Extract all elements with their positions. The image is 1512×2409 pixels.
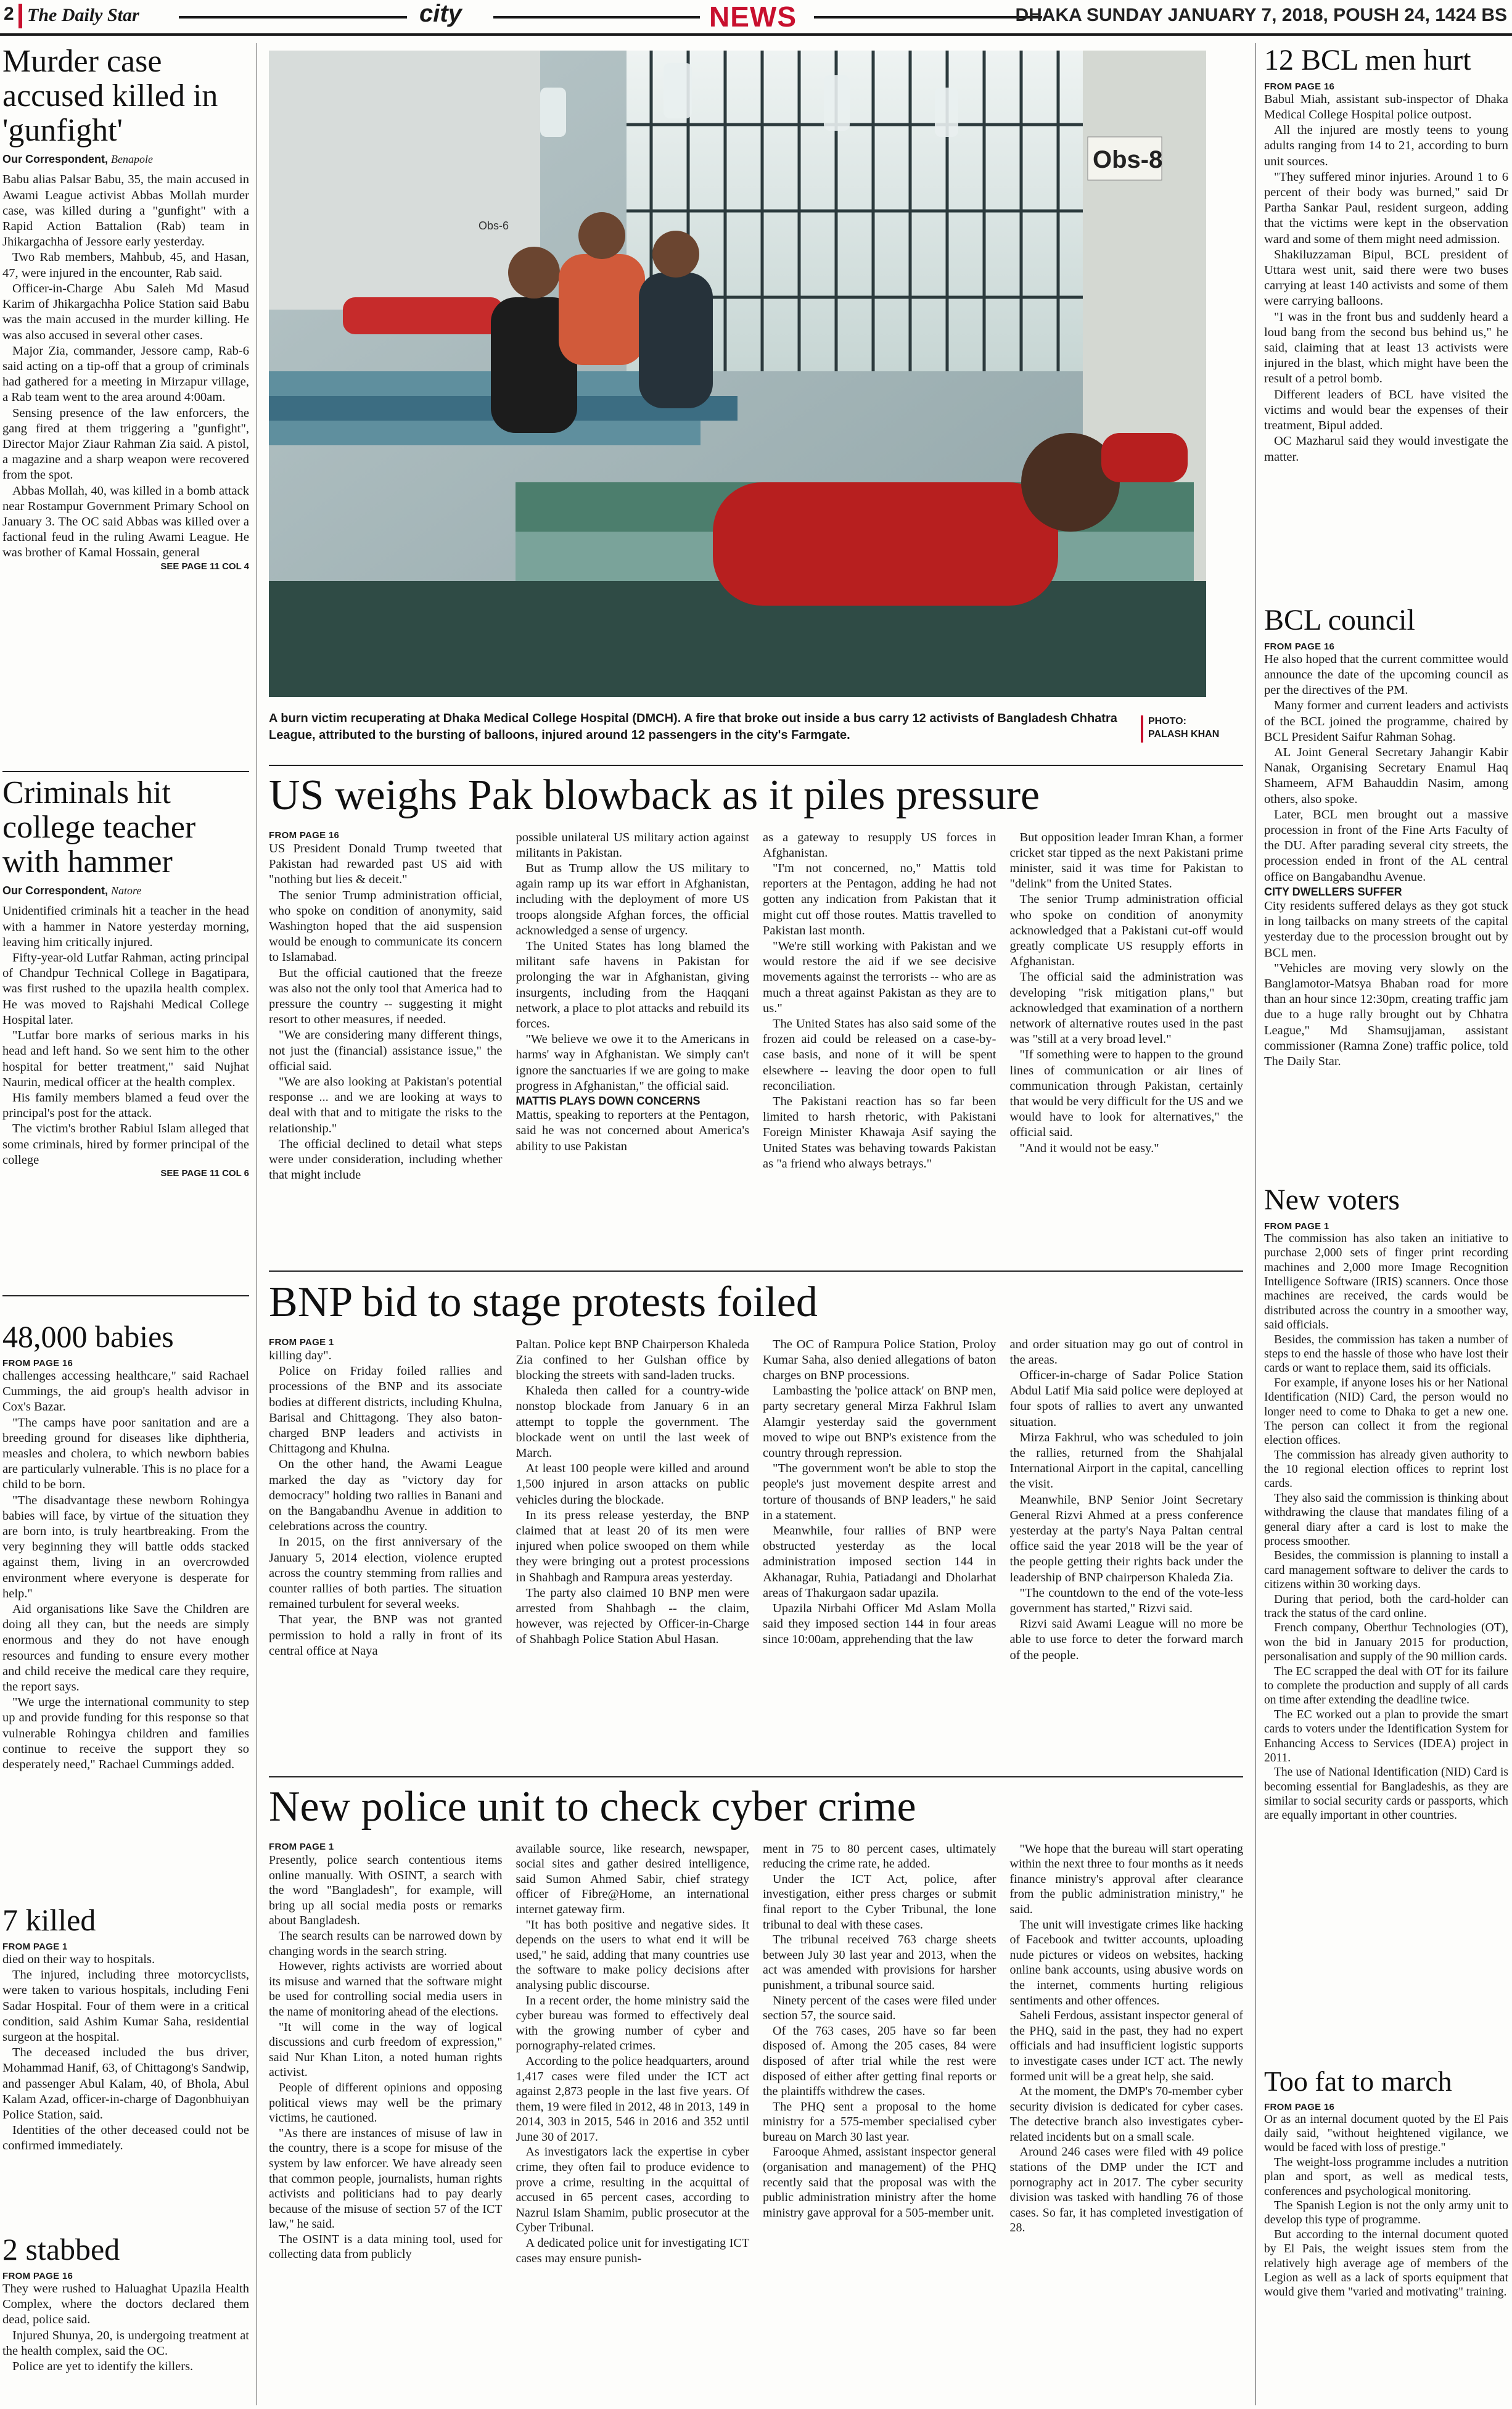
paragraph: Farooque Ahmed, assistant inspector general (organisation and management) of the PHQ recently said that the proposal was with the public administration ministry after the home ministry gave approval for a 505-member unit. bbox=[763, 2145, 996, 2220]
paragraph: "We urge the international community to step up and provide funding for this response so that vulnerable Rohingya children and families continue to receive the support they so desperately need," Rachael Cummings added. bbox=[2, 1695, 249, 1772]
paragraph: "They suffered minor injuries. Around 1 to 6 percent of their body was burned," said Dr Partha Sankar Paul, resident surgeon, adding that the victims were kept in the observation ward and some of them might need admission. bbox=[1264, 170, 1508, 246]
paragraph: The United States has long blamed the militant safe havens in Pakistan for prolonging the war in Afghanistan, giving insurgents, including from the Haqqani network, a place to plot attacks and rebuild its forces. bbox=[516, 939, 749, 1031]
story-body bbox=[2, 1952, 249, 2154]
paragraph: The senior Trump administration official, who spoke on condition of anonymity, said Washington hoped that the aid suspension would be enough to communicate its concern to Islamabad. bbox=[269, 888, 503, 965]
news-label: NEWS bbox=[709, 1, 797, 33]
paragraph: According to the police headquarters, around 1,417 cases were filed under the ICT act against 2,873 people in the last five years. Of them, 19 were filed in 2012, 48 in 2013, 149 in 2014, 303 in 2015, 546 in 2016 and 352 until June 30 of 2017. bbox=[516, 2054, 749, 2144]
paragraph: Or as an internal document quoted by the El Pais daily said, "without heightened vigilance, we would be faced with loss of prestige." bbox=[1264, 2112, 1508, 2155]
paragraph: The senior Trump administration official who spoke on condition of anonymity acknowledged that a Pakistani cut-off would greatly complicate US resupply efforts in Afghanistan. bbox=[1009, 892, 1243, 969]
from-page: FROM PAGE 16 bbox=[1264, 81, 1335, 92]
paragraph: But opposition leader Imran Khan, a former cricket star tipped as the next Pakistani prime minister, said it was time for Pakistan to "delink" from the United States. bbox=[1009, 830, 1243, 891]
story-divider bbox=[2, 1295, 249, 1296]
paragraph: For example, if anyone loses his or her National Identification (NID) Card, the person would no longer need to come to Dhaka to get a new one. The person can collect it from the regional election offices. bbox=[1264, 1376, 1508, 1447]
paragraph: US President Donald Trump tweeted that Pakistan had rewarded past US aid with "nothing but lies & deceit." bbox=[269, 842, 503, 887]
story-criminals bbox=[2, 776, 249, 1179]
paragraph: Identities of the other deceased could not be confirmed immediately. bbox=[2, 2123, 249, 2153]
ward-sign: Obs-8 bbox=[1093, 146, 1163, 173]
paragraph: Paltan. Police kept BNP Chairperson Khaleda Zia confined to her Gulshan office by blocking the streets with sand-laden trucks. bbox=[516, 1337, 749, 1382]
paragraph: In 2015, on the first anniversary of the January 5, 2014 election, violence erupted across the country stemming from rallies and counter rallies of both parties. The situation remained turbulent for several weeks. bbox=[269, 1535, 503, 1612]
story-columns bbox=[269, 1337, 1243, 1663]
column bbox=[763, 1337, 996, 1663]
continuation-link[interactable]: SEE PAGE 11 COL 6 bbox=[160, 1167, 249, 1179]
paragraph: As investigators lack the expertise in cyber crime, they often fail to produce evidence to prove a crime, resulting in the acquittal of accused in 65 percent cases, according to Nazrul Islam Shamim, public prosecutor at the Cyber Tribunal. bbox=[516, 2145, 749, 2235]
paragraph: The EC worked out a plan to provide the smart cards to voters under the Identification System for Enhancing Access to Services (IDEA) project in 2011. bbox=[1264, 1708, 1508, 1765]
headline: 48,000 babies bbox=[2, 1319, 174, 1354]
paragraph: The official said the administration was developing "risk mitigation plans," but acknowledged that examination of a northern network of alternative routes used in the past was "still at a very broad level." bbox=[1009, 970, 1243, 1047]
paragraph: The Spanish Legion is not the only army unit to develop this type of programme. bbox=[1264, 2199, 1508, 2227]
paragraph: The United States has also said some of the frozen aid could be released on a case-by-case basis, and none of it will be spent elsewhere -- leaving the door open to full reconciliation. bbox=[763, 1017, 996, 1093]
hospital-ward-image bbox=[269, 51, 1206, 697]
subheading: CITY DWELLERS SUFFER bbox=[1264, 885, 1402, 898]
byline-place: Benapole bbox=[111, 153, 154, 166]
story-bnp bbox=[269, 1279, 1243, 1663]
paragraph: as a gateway to resupply US forces in Afghanistan. bbox=[763, 830, 996, 860]
story-body bbox=[2, 1369, 249, 1773]
paragraph: At least 100 people were killed and around 1,500 injured in arson attacks on public vehicles during the blockade. bbox=[516, 1462, 749, 1507]
paragraph: Besides, the commission is planning to install a card management software to deliver the cards to citizens within 30 working days. bbox=[1264, 1549, 1508, 1592]
page-number: 2 bbox=[4, 4, 14, 24]
paragraph: Major Zia, commander, Jessore camp, Rab-6 said acting on a tip-off that a group of criminals had gathered for a meeting in Mirzapur village, a Rab team went to the area around 4:00am. bbox=[2, 344, 249, 405]
paragraph: Officer-in-charge of Sadar Police Station Abdul Latif Mia said police were deployed at four spots of rallies to avert any unwanted situation. bbox=[1009, 1369, 1243, 1429]
paragraph: The OC of Rampura Police Station, Proloy Kumar Saha, also denied allegations of baton charges on BNP processions. bbox=[763, 1337, 996, 1382]
paragraph: The tribunal received 763 charge sheets between July 30 last year and 2013, when the act was amended with provisions for harsher punishment, a tribunal source said. bbox=[763, 1933, 996, 1992]
story-new-voters bbox=[1264, 1184, 1508, 1823]
byline-name: Our Correspondent, bbox=[2, 153, 109, 166]
paragraph: OC Mazharul said they would investigate the matter. bbox=[1264, 434, 1508, 464]
column bbox=[269, 1842, 503, 2267]
paragraph: "As there are instances of misuse of law in the country, there is a scope for misuse of the system by law enforcer. We have already seen that common people, journalists, human rights activists and politicians had to pay dearly because of the misuse of section 57 of the ICT law," he said. bbox=[269, 2126, 503, 2231]
paragraph: "I was in the front bus and suddenly heard a loud bang from the second bus behind us," he said, claiming that at least 13 activists were injured in the blast, which might have been the result of a petrol bomb. bbox=[1264, 310, 1508, 386]
paragraph: People of different opinions and opposing political views may well be the primary victims, he cautioned. bbox=[269, 2080, 503, 2125]
headline: New voters bbox=[1264, 1184, 1400, 1216]
byline-place: Natore bbox=[111, 884, 142, 897]
paragraph: Fifty-year-old Lutfar Rahman, acting principal of Chandpur Technical College in Bagatipara, was first rushed to the upazila health complex. He was moved to Rajshahi Medical College Hospital later. bbox=[2, 951, 249, 1027]
paragraph: Babul Miah, assistant sub-inspector of Dhaka Medical College Hospital police outpost. bbox=[1264, 92, 1508, 122]
continuation-link[interactable]: SEE PAGE 11 COL 4 bbox=[160, 561, 249, 572]
headline: BCL council bbox=[1264, 604, 1415, 636]
story-too-fat bbox=[1264, 2066, 1508, 2300]
paragraph: That year, the BNP was not granted permission to hold a rally in front of its central office at Naya bbox=[269, 1613, 503, 1658]
paragraph: "Vehicles are moving very slowly on the Banglamotor-Matsya Bhaban road for more than an hour since 12:30pm, creating traffic jam due to a huge rally brought out by Chhatra League," Md Shamsujjaman, assistant commissioner (Ramna Zone) traffic police, told The Daily Star. bbox=[1264, 961, 1508, 1069]
ward-sign-small: Obs-6 bbox=[479, 220, 509, 232]
paragraph: They were rushed to Haluaghat Upazila Health Complex, where the doctors declared them dead, police said. bbox=[2, 2282, 249, 2327]
paragraph: Two Rab members, Mahbub, 45, and Hasan, 47, were injured in the encounter, Rab said. bbox=[2, 250, 249, 280]
paragraph: Around 246 cases were filed with 49 police stations of the DMP under the ICT and pornography act in 2017. The cyber security division was tasked with handling 76 of those cases. So far, it has completed investigation of 28. bbox=[1009, 2145, 1243, 2235]
paragraph: A dedicated police unit for investigating ICT cases may ensure punish- bbox=[516, 2236, 749, 2265]
masthead-rule-right bbox=[814, 16, 1042, 19]
headline: 7 killed bbox=[2, 1903, 96, 1937]
story-body bbox=[1264, 92, 1508, 465]
from-page: FROM PAGE 16 bbox=[1264, 641, 1335, 652]
paragraph: "We are also looking at Pakistan's potential response ... and we are looking at ways to deal with that and to mitigate the risks to the relationship." bbox=[269, 1075, 503, 1135]
story-babies bbox=[2, 1320, 249, 1773]
paragraph: Unidentified criminals hit a teacher in the head with a hammer in Natore yesterday morning, leaving him critically injured. bbox=[2, 904, 249, 949]
paragraph: However, rights activists are worried about its misuse and warned that the software might be used for controlling social media users in the name of monitoring ahead of the elections. bbox=[269, 1959, 503, 2019]
column bbox=[763, 1842, 996, 2267]
story-cyber bbox=[269, 1784, 1243, 2266]
story-stabbed bbox=[2, 2233, 249, 2374]
paragraph: "The government won't be able to stop the people's just movement despite arrest and torture of thousands of BNP leaders," he said in a statement. bbox=[763, 1462, 996, 1522]
story-bcl-hurt bbox=[1264, 44, 1508, 465]
paragraph: The commission has already given authority to the 10 regional election offices to reprint lost cards. bbox=[1264, 1448, 1508, 1491]
story-body bbox=[1264, 1232, 1508, 1823]
story-body bbox=[2, 2281, 249, 2374]
from-page: FROM PAGE 1 bbox=[269, 1841, 334, 1852]
issue-date: DHAKA SUNDAY JANUARY 7, 2018, POUSH 24, 1424 BS bbox=[1015, 5, 1507, 25]
paragraph: "The disadvantage these newborn Rohingya babies will face, by virtue of the situation they are born into, is truly heartbreaking. From the very beginning they will battle odds stacked against them, living in an overcrowded environment where everyone is desperate for help." bbox=[2, 1493, 249, 1600]
paragraph: Babu alias Palsar Babu, 35, the main accused in Awami League activist Abbas Mollah murder case, was killed during a "gunfight" with a Rapid Action Battalion (Rab) team in Jhikargachha of Jessore early yesterday. bbox=[2, 173, 249, 249]
headline: Too fat to march bbox=[1264, 2065, 1452, 2097]
paragraph: Police are yet to identify the killers. bbox=[12, 2360, 194, 2374]
paragraph: Abbas Mollah, 40, was killed in a bomb attack near Rostampur Government Primary School on January 3. The OC said Abbas was killed over a factional feud in the ruling Awami League. He was brother of Kamal Hossain, general bbox=[2, 484, 249, 560]
masthead-rule-mid bbox=[493, 16, 700, 19]
paragraph: "It has both positive and negative sides. It depends on the users to what end it will be used," he said, adding that many countries use the software to make policy decisions after analysing public discourse. bbox=[516, 1917, 749, 1992]
subheading: MATTIS PLAYS DOWN CONCERNS bbox=[516, 1095, 701, 1108]
photo-caption: A burn victim recuperating at Dhaka Medical College Hospital (DMCH). A fire that broke out inside a bus carry 12 activists of Bangladesh Chhatra League, attributed to the bursting of balloons, injured around 12 passengers in the city's Farmgate. bbox=[269, 712, 1117, 742]
column bbox=[763, 830, 996, 1184]
headline: Murder case accused killed in 'gunfight' bbox=[2, 44, 218, 149]
paragraph: The EC scrapped the deal with OT for its failure to complete the production and supply of all cards on time after extending the deadline twice. bbox=[1264, 1665, 1508, 1707]
story-body bbox=[1264, 652, 1508, 1069]
paragraph: The weight-loss programme includes a nutrition plan and sport, as well as medical tests, conferences and psychological monitoring. bbox=[1264, 2156, 1508, 2198]
section-divider bbox=[269, 765, 1243, 766]
paragraph: "We believe we owe it to the Americans in harms' way in Afghanistan. We simply can't ignore the sanctuaries if we are going to make progress in Afghanistan," the official said. bbox=[516, 1032, 749, 1093]
from-page: FROM PAGE 16 bbox=[2, 1358, 73, 1369]
paragraph: "We're still working with Pakistan and we would restore the aid if we see decisive movements against the terrorists -- who are as much a threat against Pakistan as they are to us." bbox=[763, 939, 996, 1015]
paragraph: The commission has also taken an initiative to purchase 2,000 sets of finger print recording machines and 2,000 more Image Recognition Intelligence Software (IRIS) scanners. Once those machines are received, the cards would be distributed across the country in a smoother way, said officials. bbox=[1264, 1232, 1508, 1332]
story-killed bbox=[2, 1903, 249, 2154]
paragraph: Under the ICT Act, police, after investigation, either press charges or submit final report to the Cyber Tribunal, the lone tribunal to deal with these cases. bbox=[763, 1872, 996, 1932]
paragraph: Khaleda then called for a country-wide nonstop blockade from January 6 in an attempt to topple the government. The blockade went on until the last week of March. bbox=[516, 1384, 749, 1460]
column bbox=[269, 830, 503, 1184]
story-murder bbox=[2, 44, 249, 572]
paragraph: French company, Oberthur Technologies (OT), won the bid in January 2015 for production, personalisation and supply of the 90 million cards. bbox=[1264, 1621, 1508, 1664]
headline: Criminals hit college teacher with hammer bbox=[2, 775, 196, 880]
paragraph: Later, BCL men brought out a massive procession in front of the Fine Arts Faculty of the DU. After parading several city streets, the procession ended in front of the AL central office on Bangabandhu Avenue. bbox=[1264, 807, 1508, 884]
section-name: city bbox=[419, 0, 462, 27]
headline: 12 BCL men hurt bbox=[1264, 44, 1471, 76]
byline-name: Our Correspondent, bbox=[2, 884, 109, 897]
paragraph: died on their way to hospitals. bbox=[2, 1953, 155, 1966]
paragraph: killing day". bbox=[269, 1349, 332, 1363]
paragraph: "We hope that the bureau will start operating within the next three to four months as it needs finance ministry's approval after clearance from the public administration ministry," he said. bbox=[1009, 1842, 1243, 1916]
from-page: FROM PAGE 16 bbox=[269, 830, 340, 841]
story-columns bbox=[269, 830, 1243, 1184]
credit-bar bbox=[1141, 715, 1143, 743]
column bbox=[1010, 830, 1244, 1184]
column bbox=[516, 1842, 750, 2267]
paragraph: But as Trump allow the US military to again ramp up its war effort in Afghanistan, including with the deployment of more US troops alongside Afghan forces, the official acknowledged a sense of urgency. bbox=[516, 862, 749, 937]
column bbox=[516, 830, 750, 1184]
paragraph: Ninety percent of the cases were filed under section 57, the source said. bbox=[763, 1993, 996, 2023]
paragraph: Different leaders of BCL have visited the victims and would bear the expenses of their treatment, Bipul added. bbox=[1264, 387, 1508, 433]
paragraph: The injured, including three motorcyclists, were taken to various hospitals, including Feni Sadar Hospital. Four of them were in a critical condition, said Ashim Kumar Saha, residential surgeon at the hospital. bbox=[2, 1968, 249, 2045]
paragraph: "The countdown to the end of the vote-less government has started," Rizvi said. bbox=[1009, 1586, 1243, 1616]
paragraph: In a recent order, the home ministry said the cyber bureau was formed to effectively deal with the growing number of cyber and pornography-related crimes. bbox=[516, 1993, 749, 2053]
paragraph: challenges accessing healthcare," said Rachael Cummings, the aid group's health advisor in Cox's Bazar. bbox=[2, 1369, 249, 1414]
paragraph: City residents suffered delays as they got stuck in long tailbacks on many streets of the capital yesterday due to the procession brought out by BCL men. bbox=[1264, 899, 1508, 960]
paragraph: His family members blamed a feud over the principal's post for the attack. bbox=[2, 1090, 249, 1121]
paragraph: AL Joint General Secretary Jahangir Kabir Nanak, Organising Secretary Enamul Haq Shameem, AFM Bahauddin Nasim, among others, also spoke. bbox=[1264, 746, 1508, 806]
paragraph: ment in 75 to 80 percent cases, ultimately reducing the crime rate, he added. bbox=[763, 1842, 996, 1871]
from-page: FROM PAGE 16 bbox=[1264, 2101, 1335, 2112]
paragraph: The party also claimed 10 BNP men were arrested from Shahbagh -- the claim, however, was rejected by Officer-in-Charge of Shahbagh Police Station Abul Hasan. bbox=[516, 1586, 749, 1647]
paragraph: The unit will investigate crimes like hacking of Facebook and twitter accounts, uploading nude pictures or videos on websites, hacking online bank accounts, using abusive words on the internet, comments hurting religious sentiments and other offences. bbox=[1009, 1917, 1243, 2008]
paragraph: At the moment, the DMP's 70-member cyber security division is dedicated for cyber cases. The detective branch also investigates cyber-related incidents but on a small scale. bbox=[1009, 2085, 1243, 2144]
headline: BNP bid to stage protests foiled bbox=[269, 1279, 818, 1326]
story-columns bbox=[269, 1842, 1243, 2267]
paragraph: During that period, both the card-holder can track the status of the card online. bbox=[1264, 1592, 1508, 1620]
masthead-rule-left bbox=[179, 16, 407, 19]
headline: US weighs Pak blowback as it piles pressure bbox=[269, 772, 1040, 819]
paragraph: The OSINT is a data mining tool, used for collecting data from publicly bbox=[269, 2232, 503, 2262]
paragraph: Many former and current leaders and activists of the BCL joined the programme, chaired by BCL President Saifur Rahman Sohag. bbox=[1264, 699, 1508, 744]
story-divider bbox=[2, 771, 249, 772]
story-body bbox=[2, 172, 249, 572]
column bbox=[1010, 1337, 1244, 1663]
story-body bbox=[2, 904, 249, 1179]
story-us-pak bbox=[269, 772, 1243, 1184]
paragraph: "We are considering many different things, not just the (financial) assistance issue," the official said. bbox=[269, 1028, 503, 1073]
paragraph: Rizvi said Awami League will no more be able to use force to deter the forward march of the people. bbox=[1009, 1617, 1243, 1662]
paragraph: "The camps have poor sanitation and are a breeding ground for diseases like diphtheria, measles and cholera, to which newborn babies are particularly vulnerable. This is no place for a child to be born. bbox=[2, 1415, 249, 1492]
paragraph: Shakiluzzaman Bipul, BCL president of Uttara west unit, said there were two buses carrying at least 140 activists and some of them were carrying balloons. bbox=[1264, 247, 1508, 308]
byline bbox=[2, 884, 249, 897]
paragraph: The deceased included the bus driver, Mohammad Hanif, 63, of Chittagong's Sandwip, and passenger Abul Kalam, 40, of Bhola, Abul Kalam Azad, officer-in-charge of Dagonbhuiyan Police Station, said. bbox=[2, 2046, 249, 2122]
news-photo bbox=[269, 51, 1206, 697]
paragraph: The victim's brother Rabiul Islam alleged that some criminals, hired by former principal of the college bbox=[2, 1122, 249, 1167]
paragraph: But the official cautioned that the freeze was also not the only tool that America had to pressure the country -- suggesting it might resort to other measures, if needed. bbox=[269, 966, 503, 1027]
paragraph: On the other hand, the Awami League marked the day as "victory day for democracy" holding two rallies in Banani and on the Bangabandhu Avenue in addition to celebrations across the country. bbox=[269, 1457, 503, 1534]
headline: New police unit to check cyber crime bbox=[269, 1783, 916, 1830]
column-divider-right bbox=[1255, 43, 1256, 2405]
from-page: FROM PAGE 16 bbox=[2, 2271, 73, 2281]
paragraph: The PHQ sent a proposal to the home ministry for a 575-member specialised cyber bureau on March 30 last year. bbox=[763, 2099, 996, 2144]
paragraph: Lambasting the 'police attack' on BNP men, party secretary general Mirza Fakhrul Islam Alamgir yesterday said the government moved to wipe out BNP's existence from the country through repression. bbox=[763, 1384, 996, 1460]
paragraph: Meanwhile, four rallies of BNP were obstructed yesterday as the local administration imposed section 144 in Akhanagar, Ruhia, Patiadangi and Dholarhat areas of Thakurgaon sadar upazila. bbox=[763, 1524, 996, 1600]
credit-label: PHOTO: bbox=[1148, 716, 1186, 727]
paragraph: Police on Friday foiled rallies and processions of the BNP and its associate bodies at different districts, including Khulna, Barisal and Chittagong. They also baton-charged BNP leaders and activists in Chittagong and Khulna. bbox=[269, 1364, 503, 1456]
paragraph: All the injured are mostly teens to young adults ranging from 14 to 21, according to burn unit sources. bbox=[1264, 123, 1508, 168]
section-divider bbox=[269, 1270, 1243, 1272]
paragraph: The use of National Identification (NID) Card is becoming essential for Bangladeshis, as they are similar to social security cards or passports, which are equally important in other countries. bbox=[1264, 1766, 1508, 1822]
paper-name: The Daily Star bbox=[27, 5, 139, 25]
paragraph: Sensing presence of the law enforcers, the gang fired at them triggering a "gunfight", Director Major Ziaur Rahman Zia said. A pistol, a magazine and a sharp weapon were recovered from the spot. bbox=[2, 406, 249, 482]
paragraph: Of the 763 cases, 205 have so far been disposed of. Among the 205 cases, 84 were disposed of after trial while the rest were disposed of either after getting final reports or the plaintiffs withdrew the cases. bbox=[763, 2024, 996, 2099]
credit-name: PALASH KHAN bbox=[1148, 728, 1220, 739]
paragraph: The official declined to detail what steps were under consideration, including whether that might include bbox=[269, 1137, 503, 1182]
paragraph: Presently, police search contentious items online manually. With OSINT, a search with the word "Bangladesh", for example, will bring up all social media posts or remarks about Bangladesh. bbox=[269, 1853, 503, 1928]
paragraph: available source, like research, newspaper, social sites and gather desired intelligence, said Sumon Ahmed Sabir, chief strategy officer of Fibre@Home, an international internet gateway firm. bbox=[516, 1842, 749, 1916]
paragraph: Aid organisations like Save the Children are doing all they can, but the needs are simply enormous and they do not have enough resources and funding to ensure every mother and child receive the medical care they require, the report says. bbox=[2, 1602, 249, 1694]
from-page: FROM PAGE 1 bbox=[1264, 1221, 1329, 1232]
paragraph: "It will come in the way of logical discussions and curb freedom of expression," said Nur Khan Liton, a noted human rights activist. bbox=[269, 2020, 503, 2080]
paragraph: Mattis, speaking to reporters at the Pentagon, said he was not concerned about America's ability to use Pakistan bbox=[516, 1108, 749, 1153]
paragraph: Mirza Fakhrul, who was scheduled to join the rallies, returned from the Shahjalal International Airport in the capital, cancelling the visit. bbox=[1009, 1430, 1243, 1491]
paragraph: Saheli Ferdous, assistant inspector general of the PHQ, said in the past, they had no expert officials and had insufficient logistic supports to investigate cases under ICT act. The newly formed unit will be a great help, she said. bbox=[1009, 2009, 1243, 2083]
paragraph: Besides, the commission has taken a number of steps to end the hassle of those who have lost their cards or want to replace them, said its officials. bbox=[1264, 1333, 1508, 1375]
page-number-bar bbox=[18, 4, 22, 28]
paragraph: Injured Shunya, 20, is undergoing treatment at the health complex, said the OC. bbox=[2, 2328, 249, 2358]
from-page: FROM PAGE 1 bbox=[2, 1942, 68, 1952]
column bbox=[269, 1337, 503, 1663]
paragraph: They also said the commission is thinking about withdrawing the clause that mandates filing of a general diary after a card is lost to make the process smoother. bbox=[1264, 1491, 1508, 1549]
paragraph: possible unilateral US military action against militants in Pakistan. bbox=[516, 830, 749, 860]
paragraph: and order situation may go out of control in the areas. bbox=[1009, 1337, 1243, 1367]
story-body bbox=[1264, 2112, 1508, 2300]
paragraph: But according to the internal document quoted by El Pais, the weight issues stem from the relatively high average age of members of the Legion as well as a lack of sports equipment that would give them "varied and motivating" training. bbox=[1264, 2228, 1508, 2299]
column bbox=[516, 1337, 750, 1663]
paragraph: "And it would not be easy." bbox=[1019, 1141, 1159, 1155]
paragraph: "If something were to happen to the ground lines of communication or air lines of communication through Pakistan, certainly that would be very difficult for the US and we would have to look for alternatives," the official said. bbox=[1009, 1048, 1243, 1140]
photo-credit bbox=[1148, 715, 1219, 741]
paragraph: The search results can be narrowed down by changing words in the search string. bbox=[269, 1929, 503, 1958]
paragraph: "Lutfar bore marks of serious marks in his head and left hand. So we sent him to the other hospital for better treatment," said Nujhat Naurin, medical officer at the health complex. bbox=[2, 1029, 249, 1089]
paragraph: Upazila Nirbahi Officer Md Aslam Molla said they imposed section 144 in four areas since 10:00am, apprehending that the law bbox=[763, 1602, 996, 1647]
headline: 2 stabbed bbox=[2, 2232, 120, 2267]
byline bbox=[2, 153, 249, 166]
paragraph: Meanwhile, BNP Senior Joint Secretary General Rizvi Ahmed at a press conference yesterday at the party's Naya Paltan central office said the year 2018 will be the year of the people getting their rights back under the leadership of BNP chairperson Khaleda Zia. bbox=[1009, 1493, 1243, 1584]
column bbox=[1010, 1842, 1244, 2267]
section-divider bbox=[269, 1776, 1243, 1777]
paragraph: He also hoped that the current committee would announce the date of the upcoming council as per the directives of the PM. bbox=[1264, 652, 1508, 698]
paragraph: "I'm not concerned, no," Mattis told reporters at the Pentagon, adding he had not gotten any indication from Pakistan that it might cut off those routes. Mattis travelled to Pakistan last month. bbox=[763, 862, 996, 937]
paragraph: The Pakistani reaction has so far been limited to harsh rhetoric, with Pakistani Foreign Minister Khawaja Asif saying the United States was behaving towards Pakistan as "a friend who always betrays." bbox=[763, 1095, 996, 1171]
story-bcl-council bbox=[1264, 604, 1508, 1069]
paragraph: In its press release yesterday, the BNP claimed that at least 20 of its men were injured when police swooped on them while they were bringing out a protest processions in Shahbagh and Rampura areas yesterday. bbox=[516, 1508, 749, 1584]
from-page: FROM PAGE 1 bbox=[269, 1336, 334, 1348]
paragraph: Officer-in-Charge Abu Saleh Md Masud Karim of Jhikargachha Police Station said Babu was the main accused in the murder killing. He was also accused in several other cases. bbox=[2, 281, 249, 342]
